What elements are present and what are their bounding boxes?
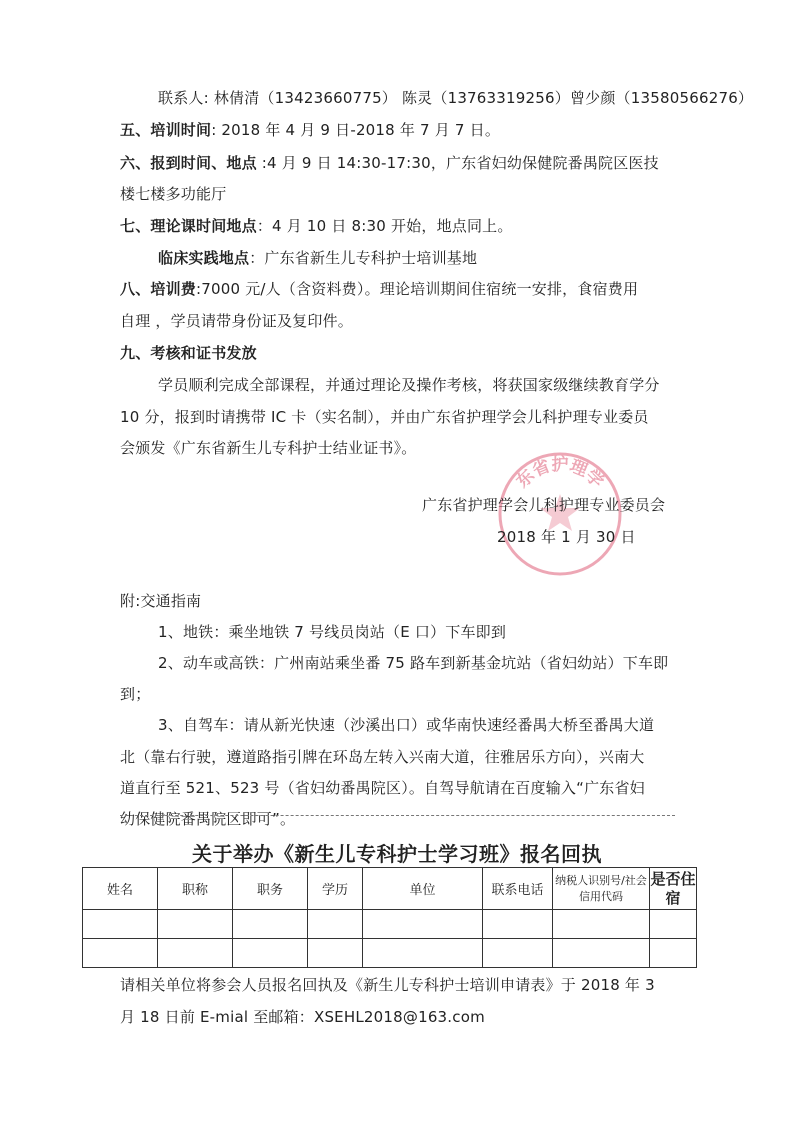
table-cell[interactable] [308,939,363,968]
item-training-time [120,120,500,140]
table-cell[interactable] [308,910,363,939]
transport-line: 道直行至 521、523 号（省妇幼番禺院区）。自驾导航请在百度输入“广东省妇 [120,779,645,797]
transport-heading: 附:交通指南 [120,592,202,610]
item-label: 临床实践地点 [158,249,250,267]
assessment-line: 学员顺利完成全部课程，并通过理论及操作考核，将获国家级继续教育学分 [158,376,660,394]
seal-text: 东省护理学 [512,455,608,493]
item-label: 八、培训费 [120,280,197,298]
table-cell[interactable] [158,939,233,968]
footer-line: 月 18 日前 E-mial 至邮箱：XSEHL2018@163.com [120,1008,485,1026]
contact-line [158,88,753,108]
table-cell[interactable] [158,910,233,939]
header-cell: 是否住宿 [650,868,697,910]
table-cell[interactable] [553,910,650,939]
table-cell[interactable] [83,939,158,968]
item-fee [120,279,638,299]
signature-date: 2018 年 1 月 30 日 [497,528,636,546]
header-cell: 纳税人识别号/社会信用代码 [553,868,650,910]
table-row [83,910,697,939]
table-cell[interactable] [363,910,483,939]
table-cell[interactable] [483,910,553,939]
transport-line: 幼保健院番禺院区即可”。 [120,810,296,828]
item-label: 七、理论课时间地点 [120,217,257,235]
item-text: ：广东省新生儿专科护士培训基地 [249,249,478,267]
transport-line: 2、动车或高铁：广州南站乘坐番 75 路车到新基金坑站（省妇幼站）下车即 [158,654,669,672]
header-cell: 学历 [308,868,363,910]
signature-org: 广东省护理学会儿科护理专业委员会 [422,496,666,514]
header-cell: 职务 [233,868,308,910]
transport-line: 3、自驾车：请从新光快速（沙溪出口）或华南快速经番禺大桥至番禺大道 [158,716,655,734]
item-text: 自理 ，学员请带身份证及复印件。 [120,312,353,330]
header-cell: 联系电话 [483,868,553,910]
transport-line: 北（靠右行驶，遵道路指引牌在环岛左转入兴南大道，往雅居乐方向），兴南大 [120,748,645,766]
table-header-row [83,868,697,910]
footer-line: 请相关单位将参会人员报名回执及《新生儿专科护士培训申请表》于 2018 年 3 [120,976,655,994]
item-text: ：4 月 10 日 8:30 开始，地点同上。 [256,217,513,235]
contact-label: 联系人: [158,89,209,107]
item-text: :4 月 9 日 14:30-17:30，广东省妇幼保健院番禺院区医技 [256,154,659,172]
form-title: 关于举办《新生儿专科护士学习班》报名回执 [192,842,602,866]
assessment-line: 10 分，报到时请携带 IC 卡（实名制），并由广东省护理学会儿科护理专业委员 [120,408,649,426]
item-text: 楼七楼多功能厅 [120,185,227,203]
table-cell[interactable] [83,910,158,939]
item-assessment-heading [120,343,257,363]
table-cell[interactable] [233,910,308,939]
header-cell: 单位 [363,868,483,910]
item-fee-cont [120,311,353,331]
item-label: 六、报到时间、地点 [120,154,257,172]
contact-names: 林倩清（13423660775） 陈灵（13763319256）曾少颜（13580566276） [213,89,754,107]
table-row [83,939,697,968]
table-cell[interactable] [483,939,553,968]
item-registration-cont [120,184,226,204]
table-cell[interactable] [363,939,483,968]
transport-line: 到； [120,685,151,703]
item-text: : 2018 年 4 月 9 日-2018 年 7 月 7 日。 [211,121,501,139]
item-label: 五、培训时间 [120,121,212,139]
header-cell: 姓名 [83,868,158,910]
table-cell[interactable] [233,939,308,968]
assessment-line: 会颁发《广东省新生儿专科护士结业证书》。 [120,439,417,457]
item-label: 九、考核和证书发放 [120,344,257,362]
cut-line-divider [120,815,675,816]
table-cell[interactable] [650,939,697,968]
registration-table [82,867,697,968]
header-cell: 职称 [158,868,233,910]
item-text: :7000 元/人（含资料费）。理论培训期间住宿统一安排，食宿费用 [196,280,639,298]
item-clinical-practice [158,248,477,268]
transport-line: 1、地铁：乘坐地铁 7 号线员岗站（E 口）下车即到 [158,623,507,641]
item-theory-class [120,216,513,236]
table-cell[interactable] [650,910,697,939]
item-registration [120,153,659,173]
table-cell[interactable] [553,939,650,968]
